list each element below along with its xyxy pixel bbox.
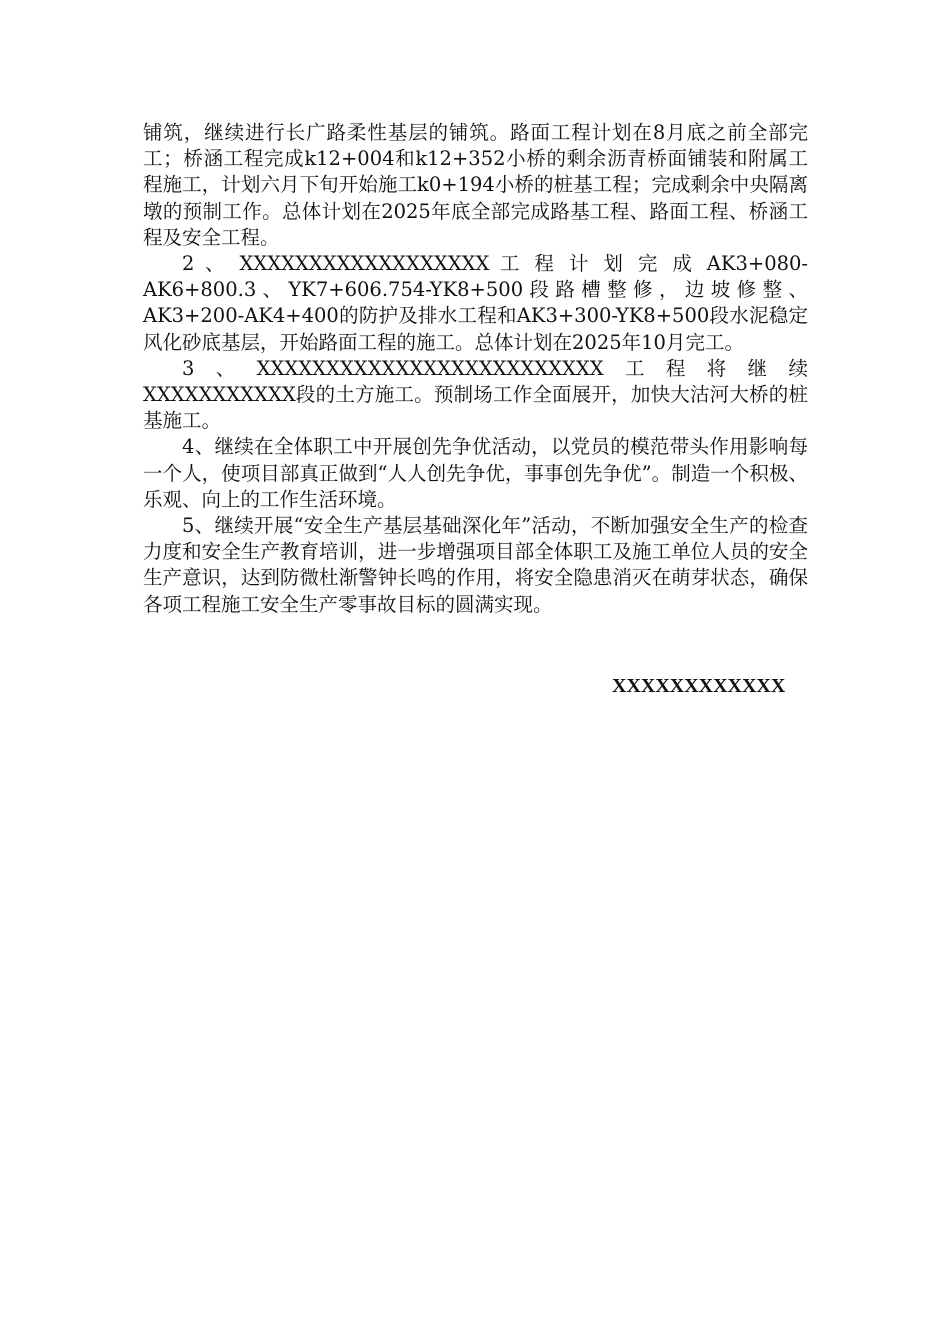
document-body	[143, 120, 808, 618]
paragraph-continuation: 铺筑，继续进行长广路柔性基层的铺筑。路面工程计划在8月底之前全部完工；桥涵工程完成k12+004和k12+352小桥的剩余沥青桥面铺装和附属工程施工，计划六月下旬开始施工k0+194小桥的桩基工程；完成剩余中央隔离墩的预制工作。总体计划在2025年底全部完成路基工程、路面工程、桥涵工程及安全工程。	[143, 121, 808, 249]
signature-organization: XXXXXXXXXXXX	[612, 675, 786, 697]
paragraph-item-3: 3、XXXXXXXXXXXXXXXXXXXXXXXXX工程将继续XXXXXXXXXXX段的土方施工。预制场工作全面展开，加快大沽河大桥的桩基施工。	[143, 356, 808, 433]
paragraph-item-5: 5、继续开展“安全生产基层基础深化年”活动，不断加强安全生产的检查力度和安全生产教育培训，进一步增强项目部全体职工及施工单位人员的安全生产意识，达到防微杜渐警钟长鸣的作用，将安全隐患消灭在萌芽状态，确保各项工程施工安全生产零事故目标的圆满实现。	[143, 514, 808, 616]
paragraph-item-2: 2 、 XXXXXXXXXXXXXXXXXX 工 程 计 划 完 成 AK3+080-AK6+800.3 、 YK7+606.754-YK8+500 段 路 槽 整 修 ， 边 坡 修 整 、AK3+200-AK4+400的防护及排水工程和AK3+300-YK8+500段水泥稳定风化砂底基层，开始路面工程的施工。总体计划在2025年10月完工。	[143, 252, 808, 354]
paragraph-item-4: 4、继续在全体职工中开展创先争优活动，以党员的模范带头作用影响每一个人，使项目部真正做到“人人创先争优，事事创先争优”。制造一个积极、乐观、向上的工作生活环境。	[143, 435, 808, 511]
